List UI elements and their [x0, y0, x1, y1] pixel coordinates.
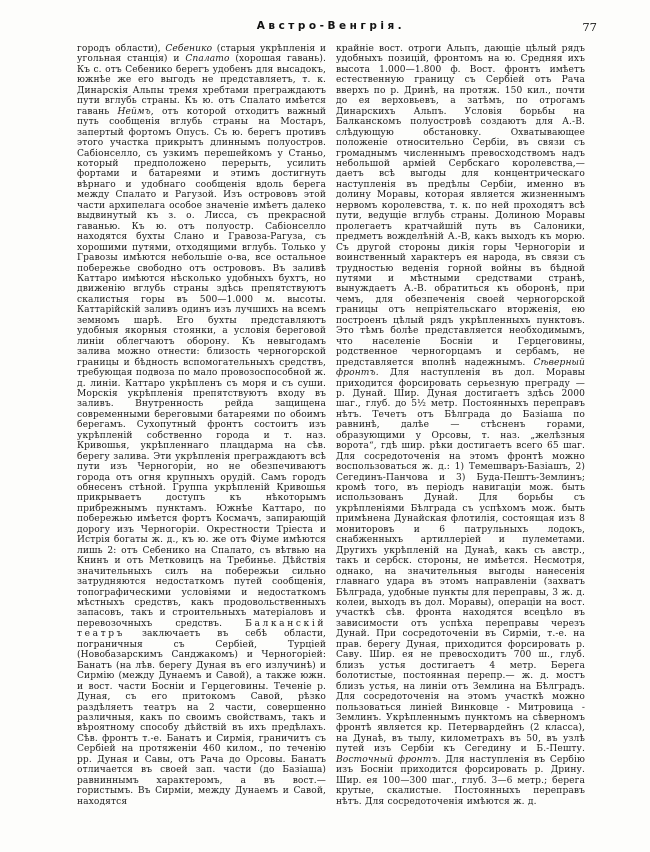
text-column-right — [336, 44, 585, 807]
text-segment: заключаетъ въ себѣ области, пограничныя съ Сербіей, Турціей (Новобазарскимъ Санджакомъ) и Черногоріей: Банатъ (на лѣв. берегу Дуная въ его излучинѣ) и Сирмію (между Дунаемъ и Савой), а также южн. и вост. части Босніи и Герцеговины. Теченіе р. Дуная, съ его притокомъ Савой, рѣзко раздѣляетъ театръ на 2 части, совершенно различныя, какъ по своимъ свойствамъ, такъ и вѣроятному способу дѣйствій въ ихъ предѣлахъ. Сѣв. фронтъ т.-е. Банатъ и Сирмія, граничитъ съ Сербіей на протяженіи 460 килом., по теченію рр. Дуная и Савы, отъ Рача до Орсовы. Банатъ отличается въ своей зап. части (до Базіаша) равниннымъ характеромъ, а въ вост.— гористымъ. Въ Сирміи, между Дунаемъ и Савой, находятся — [77, 629, 326, 807]
text-segment: Для наступленія въ Сербію изъ Босніи приходится форсировать р. Дрину. Шир. ея 100—300 шаг., глуб. 3—6 метр.; берега крутые, скалистые. Постоянныхъ переправъ нѣтъ. Для сосредоточенія имѣются ж. д. — [336, 754, 585, 807]
page-number: 77 — [582, 20, 597, 34]
text-segment-italic: Сѣверный фронтъ. — [336, 357, 585, 379]
text-segment-italic: Спалато — [185, 54, 230, 65]
text-column-left — [77, 44, 326, 807]
text-segment-italic: Восточный фронтъ. — [336, 754, 441, 765]
text-columns — [77, 44, 585, 807]
text-segment: , отъ которой отходитъ важный путь сообщенія вглубь страны на Мостаръ, запертый фортомъ Опусъ. Съ ю. берегъ противъ этого участка прикрытъ длиннымъ полуостров. Сабіонселло, съ узкимъ перешейкомъ у Станьо, который предположено перерыть, усилить фортами и батареями и этимъ достигнуть вѣрнаго и удобнаго сообщенія вдоль берега между Спалато и Рагузой. Изъ острововъ этой части архипелага особое значеніе имѣетъ далеко выдвинутый къ з. о. Лисса, съ прекрасной гаванью. Къ ю. отъ полуостр. Сабіонселло находятся бухты Слано и Гравоза-Рагуза, съ хорошими путями, отходящими вглубь. Только у Гравозы имѣются небольшіе о-ва, все остальное побережье свободно отъ острововъ. Въ заливѣ Каттаро имѣются нѣсколько удобныхъ бухтъ, но движенію вглубь страны здѣсь препятствуютъ скалистыя горы въ 500—1.000 м. высоты. Каттарійскій заливъ одинъ изъ лучшихъ на всемъ земномъ шарѣ. Его бухты представляютъ удобныя якорныя стоянки, а условія береговой линіи облегчаютъ оборону. Къ невыгодамъ залива можно отнести: близость черногорской границы и бѣдность вспомогательныхъ средствъ, требующая подвоза по мало провозоспособной ж. д. линіи. Каттаро укрѣпленъ съ моря и съ суши. Морскія укрѣпленія препятствуютъ входу въ заливъ. Внутренность рейда защищена современными береговыми батареями по обоимъ берегамъ. Сухопутный фронтъ состоитъ изъ укрѣпленій собственно города и т. наз. Кривошья, укрѣпленнаго плацдарма на сѣв. берегу залива. Эти укрѣпленія преграждаютъ всѣ пути изъ Черногоріи, но не обезпечиваютъ города отъ огня крупныхъ орудій. Самъ городъ обнесенъ стѣной. Группа укрѣпленій Кривошья прикрываетъ доступъ къ нѣкоторымъ прибрежнымъ пунктамъ. Южнѣе Каттаро, по побережью имѣется фортъ Космачъ, запирающій дорогу изъ Черногоріи. Окрестности Тріеста и Истрія богаты ж. д., къ ю. же отъ Фіуме имѣются лишь 2: отъ Себенико на Спалато, съ вѣтвью на Книнъ и отъ Метковицъ на Требинье. Дѣйствія значительныхъ силъ на побережьи сильно затрудняются недостаткомъ путей сообщенія, топографическими условіями и недостаткомъ мѣстныхъ средствъ, какъ продовольственныхъ запасовъ, такъ и строительныхъ матеріаловъ и перевозочныхъ средствъ. — [77, 106, 327, 629]
text-segment-spaced: Балканскій театръ — [77, 618, 326, 640]
text-segment: (хорошая гавань). Къ с. отъ Себенико берегъ удобенъ для высадокъ, южнѣе же его выгодъ не представляетъ, т. к. Динарскія Альпы тремя хребтами преграждаютъ пути вглубь страны. Къ ю. отъ Спалато имѣется гавань — [77, 54, 326, 117]
text-segment: (старыя укрѣпленія и угольная станція) и — [77, 44, 326, 65]
text-segment-italic: Себенико — [165, 44, 213, 54]
text-segment: крайніе вост. отроги Альпъ, дающіе цѣлый рядъ удобныхъ позицій, фронтомъ на ю. Средняя ихъ высота 1.000—1.800 ф. Вост. фронтъ имѣетъ естественную границу съ Сербіей отъ Рача вверхъ по р. Дринѣ, на протяж. 150 кил., почти до ея верховьевъ, а затѣмъ, по отрогамъ Динарскихъ Альпъ. Условія борьбы на Балканскомъ полуостровѣ создаютъ для А.-В. слѣдующую обстановку. Охватывающее положеніе относительно Сербіи, въ связи съ громаднымъ численнымъ превосходствомъ надъ небольшой арміей Сербскаго королевства,— даетъ всѣ выгоды для концентрическаго наступленія въ предѣлы Сербіи, именно въ долину Моравы, которая является жизненнымъ нервомъ королевства, т. к. по ней проходятъ всѣ пути, ведущіе вглубь страны. Долиною Моравы пролегаетъ кратчайшій путь въ Салоники, предметъ вожделѣній А.-В, какъ выходъ къ морю. Съ другой стороны дикія горы Черногоріи и воинственный характеръ ея народа, въ связи съ трудностью веденія горной войны въ бѣдной путями и мѣстными средствами странѣ, вынуждаетъ А.-В. обратиться къ оборонѣ, при чемъ, для обезпеченія своей черногорской границы отъ непріятельскаго вторженія, ею построенъ цѣлый рядъ укрѣпленныхъ пунктовъ. Это тѣмъ болѣе представляется необходимымъ, что населеніе Босніи и Герцеговины, родственное черногорцамъ и сербамъ, не представляется вполнѣ надежнымъ. — [336, 44, 585, 368]
text-segment: Для наступленія въ дол. Моравы приходится форсировать серьезную преграду — р. Дунай. Шир. Дуная достигаетъ здѣсь 2000 шаг., глуб. до 5½ метр. Постоянныхъ переправъ нѣтъ. Течетъ отъ Бѣлграда до Базіаша по равнинѣ, далѣе — стѣсненъ горами, образующими у Орсовы, т. наз. „желѣзныя ворота“, гдѣ шир. рѣки достигаетъ всего 65 шаг. Для сосредоточенія на этомъ фронтѣ можно воспользоваться ж. д.: 1) Темешваръ-Базіашъ, 2) Сегединъ-Панчова и 3) Буда-Пештъ-Землинъ; кромѣ того, въ періодъ навигаціи мож. быть использованъ Дунай. Для борьбы съ укрѣпленіями Бѣлграда съ успѣхомъ мож. быть примѣнена Дунайская флотилія, состоящая изъ 8 мониторовъ и 6 патрульныхъ лодокъ, снабженныхъ артиллеріей и пулеметами. Другихъ укрѣпленій на Дунаѣ, какъ съ австр., такъ и сербск. стороны, не имѣется. Несмотря, однако, на значительныя выгоды нанесенія главнаго удара въ этомъ направленіи (захватъ Бѣлграда, удобные пункты для переправы, 3 ж. д. колеи, выходъ въ дол. Моравы), операціи на вост. участкѣ сѣв. фронта находятся всецѣло въ зависимости отъ успѣха переправы черезъ Дунай. При сосредоточеніи въ Сирміи, т.-е. на прав. берегу Дуная, приходится форсировать р. Саву. Шир. ея не превосходитъ 700 ш., глуб. близъ устья достигаетъ 4 метр. Берега болотистые, постоянная перепр.— ж. д. мостъ близъ устья, на линіи отъ Землина на Бѣлградъ. Для сосредоточенія на этомъ участкѣ можно пользоваться линіей Винковце - Митровица - Землинъ. Укрѣпленнымъ пунктомъ на сѣверномъ фронтѣ является кр. Петервардейнъ (2 класса), на Дунаѣ, въ тылу, километрахъ въ 50, въ узлѣ путей изъ Сербіи къ Сегедину и Б.-Пешту. — [336, 368, 585, 755]
running-header — [77, 20, 597, 36]
text-segment: городъ области), — [77, 44, 166, 54]
text-segment-italic: Неймъ — [117, 106, 151, 117]
page-title: Австро-Венгрія. — [256, 20, 406, 32]
